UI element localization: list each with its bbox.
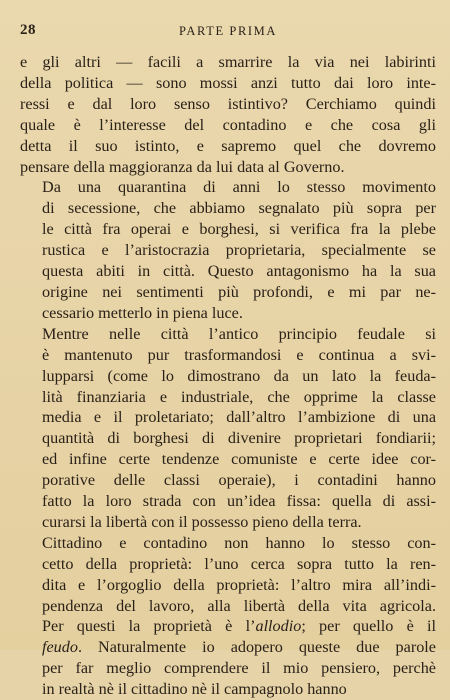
text-line: Cittadino e contadino non hanno lo stesso con- bbox=[42, 533, 436, 552]
paragraph bbox=[20, 52, 436, 177]
text-line: pendenza del lavoro, alla libertà della vita agricola. bbox=[42, 596, 436, 615]
text-line: Da una quarantina di anni lo stesso movimento bbox=[42, 178, 436, 197]
text-line: rustica e l’aristocrazia proprietaria, specialmente se bbox=[42, 241, 436, 260]
text-line: ressi e dal loro senso istintivo? Cerchiamo quindi bbox=[20, 94, 436, 113]
text-line: per far meglio comprendere il mio pensiero, perchè bbox=[42, 659, 436, 678]
text-line: feudo. Naturalmente io adopero queste due parole bbox=[42, 638, 436, 657]
text-line: lupparsi (come lo dimostrano da un lato la feuda- bbox=[42, 366, 436, 385]
text-line: ed infine certe tendenze comuniste e certe idee cor- bbox=[42, 450, 436, 469]
text-line: fatto la loro strada con un’idea fissa: quella di assi- bbox=[42, 492, 436, 511]
text-line: della politica — sono mossi anzi tutto dai loro inte- bbox=[20, 73, 436, 92]
page-header bbox=[20, 16, 436, 42]
text-line: in realtà nè il cittadino nè il campagnolo hanno bbox=[42, 680, 347, 699]
page-number: 28 bbox=[20, 22, 36, 38]
paragraph bbox=[20, 324, 436, 533]
text-line: le città fra operai e borghesi, si verifica fra la plebe bbox=[42, 220, 436, 239]
text-line: lità finanziaria e industriale, che opprime la classe bbox=[42, 387, 436, 406]
text-line: pensare della maggioranza da lui data al Governo. bbox=[20, 157, 345, 176]
text-line: di secessione, che abbiamo segnalato più sopra per bbox=[42, 199, 436, 218]
text-line: cessario metterlo in piena luce. bbox=[42, 303, 243, 322]
text-line: è mantenuto pur trasformandosi e continua a svi- bbox=[42, 345, 436, 364]
body-text bbox=[20, 52, 436, 700]
text-line: Mentre nelle città l’antico principio feudale si bbox=[42, 324, 436, 343]
text-line: e gli altri — facili a smarrire la via nei labirinti bbox=[20, 53, 436, 71]
text-line: cetto della proprietà: l’uno cerca sopra tutto la ren- bbox=[42, 554, 436, 573]
text-line: Per questi la proprietà è l’allodio; per quello è il bbox=[42, 617, 436, 636]
text-line: quale è l’interesse del contadino e che cosa gli bbox=[20, 115, 436, 134]
text-line: origine nei sentimenti più profondi, e mi par ne- bbox=[42, 282, 436, 301]
text-line: curarsi la libertà con il possesso pieno della terra. bbox=[42, 512, 362, 531]
running-head: PARTE PRIMA bbox=[178, 24, 277, 38]
paragraph bbox=[20, 533, 436, 700]
text-line: dita e l’orgoglio della proprietà: l’altro mira all’indi- bbox=[42, 575, 436, 594]
text-line: media e il proletariato; dall’altro l’ambizione di una bbox=[42, 408, 436, 427]
text-line: questa abiti in città. Questo antagonismo ha la sua bbox=[42, 262, 436, 281]
text-line: detta il suo istinto, e sapremo quel che dovremo bbox=[20, 136, 436, 155]
paragraph bbox=[20, 177, 436, 323]
text-line: porative delle classi operaie), i contadini hanno bbox=[42, 471, 436, 490]
text-line: quantità di borghesi di divenire proprietari fondiarii; bbox=[42, 429, 436, 448]
